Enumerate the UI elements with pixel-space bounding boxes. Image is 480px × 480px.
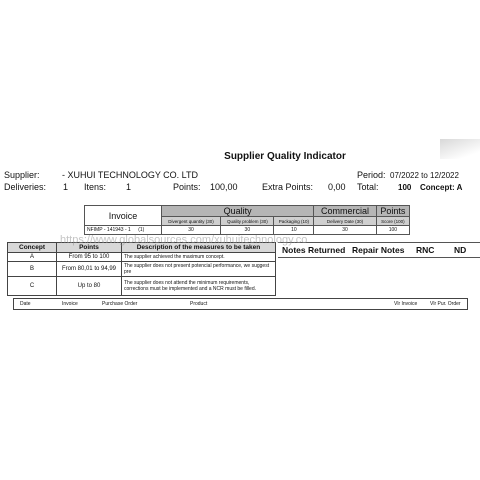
detail-header-row — [13, 298, 468, 310]
concept-a: A — [8, 253, 57, 262]
delivery-date-cell: 30 — [314, 226, 376, 235]
extra-points-value: 0,00 — [328, 182, 346, 192]
points-range-c: Up to 80 — [57, 277, 122, 296]
commercial-header: Commercial — [314, 206, 376, 217]
points-value: 100,00 — [210, 182, 238, 192]
description-a: The supplier achieved the maximum concept. — [122, 253, 276, 262]
quality-problem-header: Quality problem (30) — [221, 217, 274, 226]
watermark-text: https://www.globalsources.com/xuhuitechnology.co — [60, 234, 308, 246]
concept-value: Concept: A — [420, 183, 463, 192]
description-b: The supplier does not present potencial performance, we suggest pre — [122, 262, 276, 277]
quality-score-table — [84, 205, 410, 235]
vlr-purchase-order-column-header: Vlr Pur. Order — [430, 301, 461, 307]
score-header: Score (100) — [376, 217, 409, 226]
points-range-b: From 80,01 to 94,99 — [57, 262, 122, 277]
concept-b: B — [8, 262, 57, 277]
packaging-header: Packaging (10) — [274, 217, 314, 226]
points-header: Points — [376, 206, 409, 217]
period-value: 07/2022 to 12/2022 — [390, 171, 459, 180]
table-row — [8, 253, 276, 262]
supplier-value: - XUHUI TECHNOLOGY CO. LTD — [62, 170, 199, 180]
product-column-header: Product — [190, 301, 208, 307]
quality-problem-cell: 30 — [221, 226, 274, 235]
invoice-column-header: Invoice — [62, 301, 78, 307]
invoice-number: NFIMP - 141943 - 1 — [87, 227, 131, 233]
total-value: 100 — [398, 183, 412, 192]
quality-header: Quality — [161, 206, 313, 217]
concept-header: Concept — [8, 243, 57, 253]
deliveries-value: 1 — [63, 182, 69, 192]
description-c: The supplier does not attend the minimum requirements, corrections must be implemented and a NCR must be filled. — [122, 277, 276, 296]
concept-c: C — [8, 277, 57, 296]
notes-returned-header: Notes Returned — [282, 245, 346, 255]
invoice-count: (1) — [138, 227, 145, 233]
concept-table — [7, 242, 276, 296]
period-label: Period: — [357, 170, 386, 180]
itens-label: Itens: — [84, 182, 107, 192]
report-title: Supplier Quality Indicator — [224, 151, 346, 162]
description-header: Description of the measures to be taken — [122, 243, 276, 253]
delivery-date-header: Delivery Date (30) — [314, 217, 376, 226]
invoice-header: Invoice — [85, 206, 162, 226]
divergent-quantity-cell: 30 — [161, 226, 220, 235]
packaging-cell: 10 — [274, 226, 314, 235]
table-row — [8, 277, 276, 296]
supplier-label: Supplier: — [4, 170, 40, 180]
points-range-header: Points — [57, 243, 122, 253]
repair-notes-header: Repair Notes — [352, 245, 405, 255]
vlr-invoice-column-header: Vlr Invoice — [394, 301, 418, 307]
rnc-header: RNC — [416, 245, 435, 255]
notes-header-row — [278, 242, 480, 258]
extra-points-label: Extra Points: — [262, 182, 314, 192]
purchase-order-column-header: Purchase Order — [102, 301, 138, 307]
points-label: Points: — [173, 182, 201, 192]
date-column-header: Date — [20, 301, 31, 307]
table-row — [8, 262, 276, 277]
divergent-quantity-header: Divergent quantity (30) — [161, 217, 220, 226]
itens-value: 1 — [126, 182, 132, 192]
points-range-a: From 95 to 100 — [57, 253, 122, 262]
total-label: Total: — [357, 182, 379, 192]
nd-header: ND — [454, 245, 467, 255]
deliveries-label: Deliveries: — [4, 182, 47, 192]
score-cell: 100 — [376, 226, 409, 235]
